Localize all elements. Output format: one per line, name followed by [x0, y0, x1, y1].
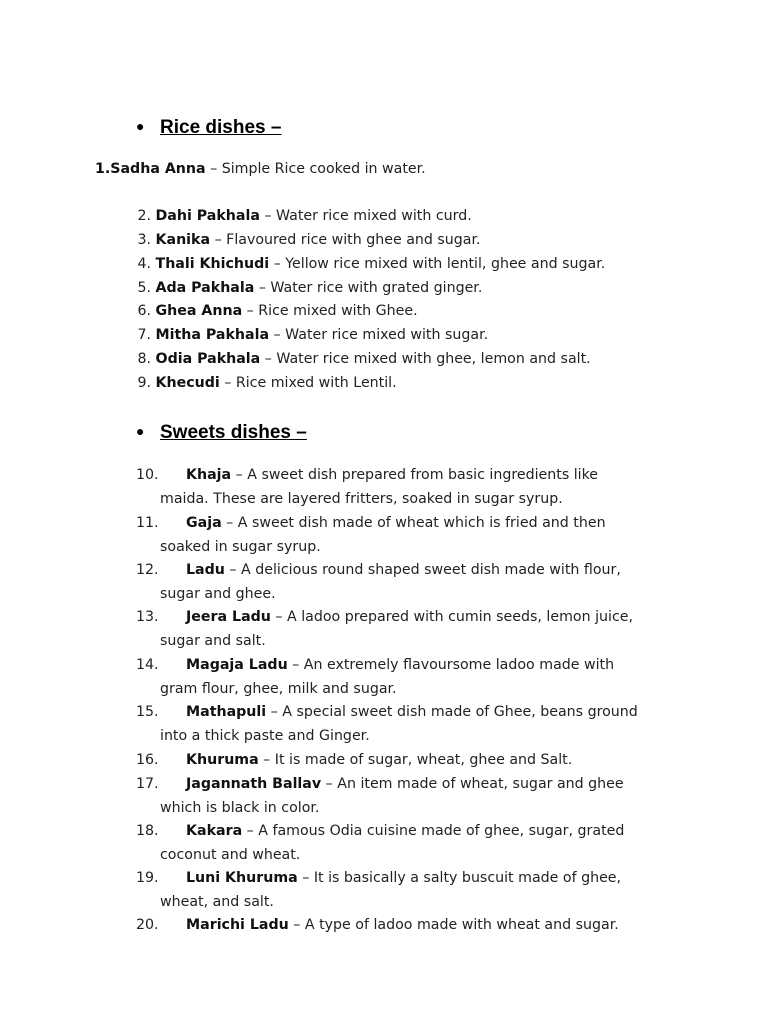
- item-name: Khecudi: [155, 375, 220, 391]
- rice-item: [128, 232, 481, 248]
- item-desc: – It is made of sugar, wheat, ghee and Salt.: [258, 752, 573, 768]
- item-number: 1.: [95, 161, 111, 177]
- item-name: Jeera Ladu: [186, 609, 271, 625]
- item-text: [186, 776, 624, 792]
- item-desc-continued: which is black in color.: [160, 800, 320, 816]
- item-name: Odia Pakhala: [155, 351, 261, 367]
- item-number: 16.: [136, 752, 159, 768]
- item-text: [186, 467, 598, 483]
- item-text: [186, 515, 606, 531]
- item-desc: – A famous Odia cuisine made of ghee, sugar, grated: [242, 823, 625, 839]
- bullet-icon: ●: [136, 118, 145, 134]
- item-name: Thali Khichudi: [155, 256, 270, 272]
- item-number: 18.: [136, 823, 159, 839]
- item-text: [186, 562, 621, 578]
- item-number: 20.: [136, 917, 159, 933]
- item-number: 4.: [137, 256, 151, 272]
- rice-item: [128, 280, 482, 296]
- item-name: Gaja: [186, 515, 222, 531]
- item-name: Magaja Ladu: [186, 657, 288, 673]
- item-text: [186, 917, 619, 933]
- item-name: Khuruma: [186, 752, 259, 768]
- item-desc-continued: wheat, and salt.: [160, 894, 274, 910]
- item-name: Ada Pakhala: [155, 280, 255, 296]
- item-number: 12.: [136, 562, 159, 578]
- item-desc: – A special sweet dish made of Ghee, beans ground: [266, 704, 638, 720]
- rice-heading-text: Rice dishes –: [160, 117, 282, 138]
- sweets-dishes-heading: [136, 422, 307, 444]
- item-name: Ghea Anna: [155, 303, 243, 319]
- rice-item-1: [95, 161, 426, 177]
- rice-dishes-heading: [136, 117, 281, 139]
- item-desc: – An item made of wheat, sugar and ghee: [321, 776, 624, 792]
- item-number: 5.: [137, 280, 151, 296]
- item-number: 14.: [136, 657, 159, 673]
- item-name: Luni Khuruma: [186, 870, 298, 886]
- item-desc: – It is basically a salty buscuit made of ghee,: [297, 870, 622, 886]
- item-desc: – A sweet dish made of wheat which is fried and then: [221, 515, 606, 531]
- item-desc-continued: soaked in sugar syrup.: [160, 539, 321, 555]
- rice-item: [128, 327, 488, 343]
- item-name: Khaja: [186, 467, 232, 483]
- item-text: [186, 823, 624, 839]
- rice-item: [128, 375, 397, 391]
- item-text: [186, 657, 614, 673]
- item-number: 11.: [136, 515, 159, 531]
- item-name: Marichi Ladu: [186, 917, 289, 933]
- item-number: 17.: [136, 776, 159, 792]
- item-number: 8.: [137, 351, 151, 367]
- item-number: 3.: [137, 232, 151, 248]
- item-name: Kanika: [155, 232, 211, 248]
- item-text: [186, 704, 638, 720]
- rice-item: [128, 256, 605, 272]
- item-desc: – Water rice mixed with curd.: [259, 208, 472, 224]
- item-desc: – Yellow rice mixed with lentil, ghee and sugar.: [269, 256, 606, 272]
- item-number: 9.: [137, 375, 151, 391]
- item-text: [186, 609, 633, 625]
- item-text: [186, 752, 572, 768]
- item-name: Mathapuli: [186, 704, 267, 720]
- rice-item: [128, 208, 472, 224]
- item-desc: – Water rice mixed with ghee, lemon and salt.: [260, 351, 591, 367]
- item-desc: – Rice mixed with Ghee.: [242, 303, 418, 319]
- item-desc: – An extremely flavoursome ladoo made with: [287, 657, 615, 673]
- item-desc-continued: maida. These are layered fritters, soaked in sugar syrup.: [160, 491, 563, 507]
- item-number: 19.: [136, 870, 159, 886]
- rice-item: [128, 303, 418, 319]
- rice-item: [128, 351, 591, 367]
- item-desc-continued: sugar and salt.: [160, 633, 266, 649]
- item-desc: – Water rice mixed with sugar.: [269, 327, 489, 343]
- item-desc: – Simple Rice cooked in water.: [205, 161, 426, 177]
- item-name: Ladu: [186, 562, 225, 578]
- item-desc: – A ladoo prepared with cumin seeds, lemon juice,: [270, 609, 633, 625]
- item-desc-continued: gram flour, ghee, milk and sugar.: [160, 681, 397, 697]
- item-desc: – Rice mixed with Lentil.: [219, 375, 397, 391]
- item-desc-continued: coconut and wheat.: [160, 847, 301, 863]
- item-name: Kakara: [186, 823, 243, 839]
- item-desc: – A delicious round shaped sweet dish made with flour,: [224, 562, 621, 578]
- item-desc-continued: sugar and ghee.: [160, 586, 276, 602]
- item-desc: – Water rice with grated ginger.: [254, 280, 483, 296]
- item-number: 13.: [136, 609, 159, 625]
- item-desc: – A sweet dish prepared from basic ingredients like: [231, 467, 599, 483]
- sweets-heading-text: Sweets dishes –: [160, 422, 307, 443]
- bullet-icon: ●: [136, 423, 145, 439]
- item-name: Jagannath Ballav: [186, 776, 322, 792]
- item-number: 2.: [137, 208, 151, 224]
- item-name: Sadha Anna: [110, 161, 206, 177]
- item-number: 10.: [136, 467, 159, 483]
- item-number: 15.: [136, 704, 159, 720]
- item-desc: – Flavoured rice with ghee and sugar.: [210, 232, 481, 248]
- item-desc-continued: into a thick paste and Ginger.: [160, 728, 370, 744]
- item-desc: – A type of ladoo made with wheat and sugar.: [288, 917, 619, 933]
- item-number: 6.: [137, 303, 151, 319]
- item-number: 7.: [137, 327, 151, 343]
- item-text: [186, 870, 621, 886]
- item-name: Dahi Pakhala: [155, 208, 260, 224]
- item-name: Mitha Pakhala: [155, 327, 270, 343]
